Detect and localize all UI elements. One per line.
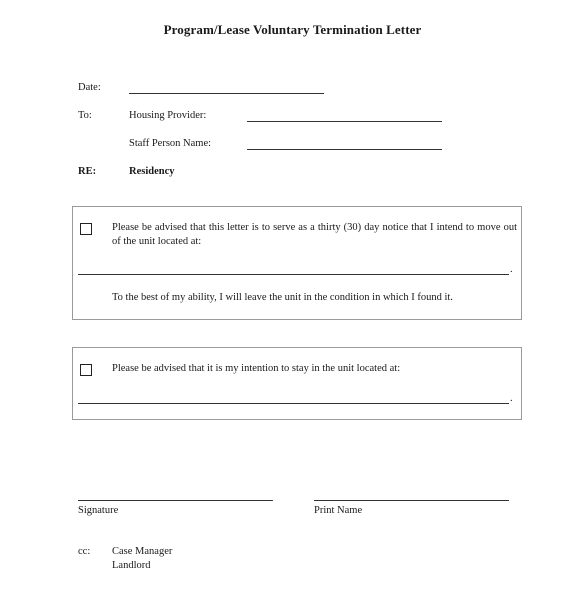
signature-field[interactable] <box>78 500 273 501</box>
signature-label: Signature <box>78 505 119 516</box>
cc-recipient-landlord: Landlord <box>112 560 151 571</box>
date-field[interactable] <box>129 93 324 94</box>
housing-provider-field[interactable] <box>247 121 442 122</box>
move-out-option-box <box>72 206 522 320</box>
cc-recipient-case-manager: Case Manager <box>112 546 173 557</box>
staff-person-field[interactable] <box>247 149 442 150</box>
condition-statement: To the best of my ability, I will leave the unit in the condition in which I found it. <box>112 292 453 303</box>
move-out-line-period: . <box>510 264 513 275</box>
cc-label: cc: <box>78 546 91 557</box>
stay-address-field[interactable] <box>78 403 509 404</box>
housing-provider-label: Housing Provider: <box>129 110 207 121</box>
stay-notice-text: Please be advised that it is my intention to stay in the unit located at: <box>112 363 401 374</box>
move-out-checkbox[interactable] <box>80 223 92 235</box>
stay-line-period: . <box>510 393 513 404</box>
print-name-field[interactable] <box>314 500 509 501</box>
re-label: RE: <box>78 166 97 177</box>
staff-person-label: Staff Person Name: <box>129 138 212 149</box>
move-out-notice-text: Please be advised that this letter is to serve as a thirty (30) day notice that I intend to move out of the unit located at: <box>112 222 517 247</box>
move-out-address-field[interactable] <box>78 274 509 275</box>
letter-title: Program/Lease Voluntary Termination Letter <box>163 22 422 37</box>
print-name-label: Print Name <box>314 505 363 516</box>
stay-checkbox[interactable] <box>80 364 92 376</box>
to-label: To: <box>78 110 92 121</box>
re-value: Residency <box>129 166 175 177</box>
date-label: Date: <box>78 82 101 93</box>
stay-option-box <box>72 347 522 420</box>
